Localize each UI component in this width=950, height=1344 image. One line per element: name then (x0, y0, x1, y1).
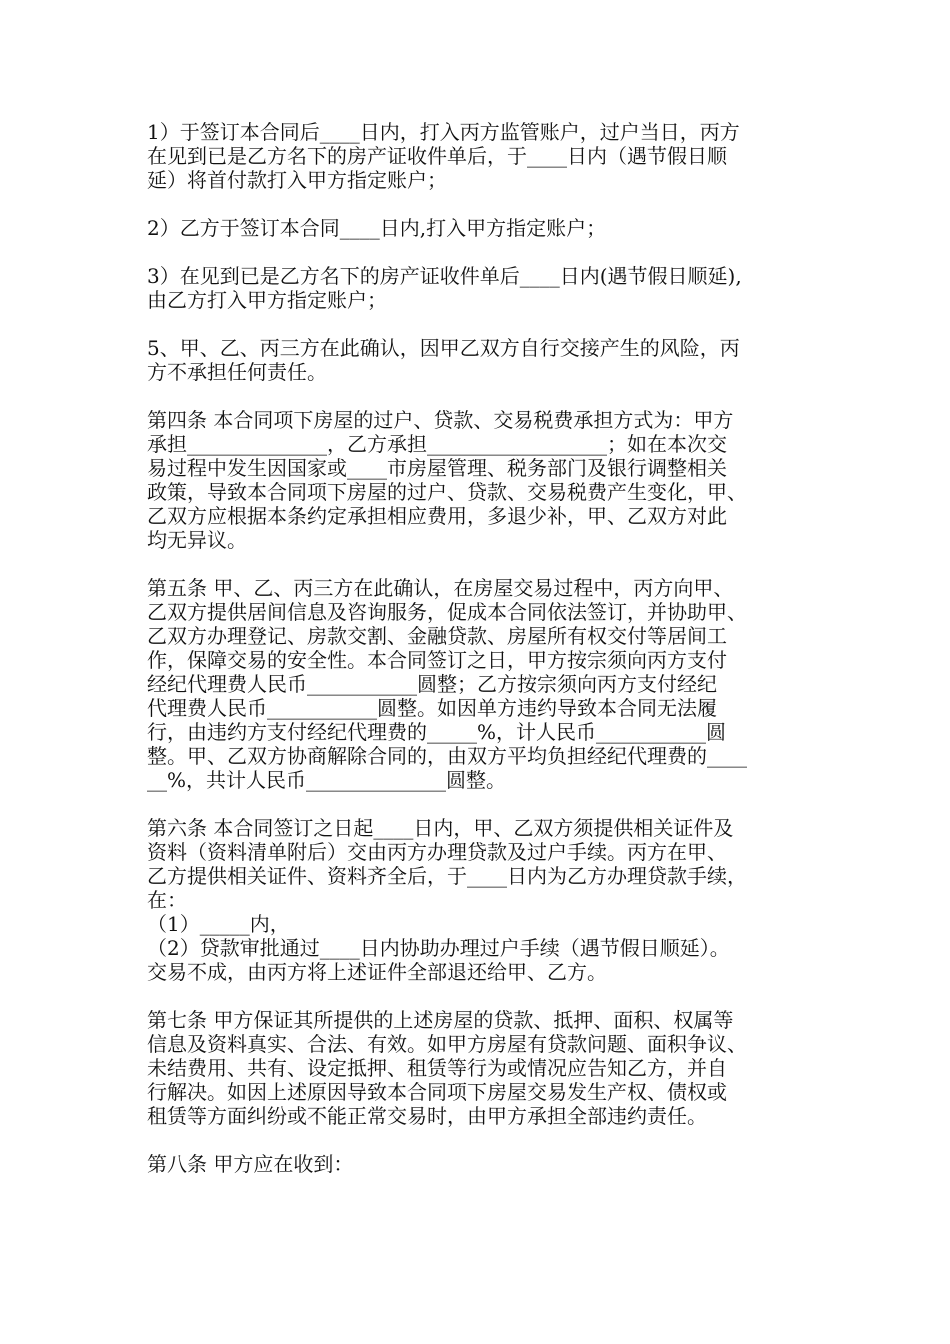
paragraph (147, 408, 817, 552)
text-line: 在见到已是乙方名下的房产证收件单后，于____日内（遇节假日顺 (147, 144, 727, 168)
text-line: 第五条 甲、乙、丙三方在此确认，在房屋交易过程中，丙方向甲、 (147, 576, 734, 600)
text-line: 信息及资料真实、合法、有效。如甲方房屋有贷款问题、面积争议、 (147, 1032, 747, 1056)
text-line: 乙双方提供居间信息及咨询服务，促成本合同依法签订，并协助甲、 (147, 600, 747, 624)
paragraph (147, 1152, 817, 1176)
text-line: 乙双方应根据本条约定承担相应费用，多退少补，甲、乙双方对此 (147, 504, 727, 528)
text-line: 行解决。如因上述原因导致本合同项下房屋交易发生产权、债权或 (147, 1080, 727, 1104)
text-line: 乙方提供相关证件、资料齐全后，于____日内为乙方办理贷款手续， (147, 864, 747, 888)
text-line: 乙双方办理登记、房款交割、金融贷款、房屋所有权交付等居间工 (147, 624, 727, 648)
text-line: 第八条 甲方应在收到： (147, 1152, 354, 1176)
text-line: 作，保障交易的安全性。本合同签订之日，甲方按宗须向丙方支付 (147, 648, 727, 672)
text-line: 5、甲、乙、丙三方在此确认，因甲乙双方自行交接产生的风险，丙 (147, 336, 740, 360)
text-line: 2）乙方于签订本合同____日内,打入甲方指定账户； (147, 216, 607, 240)
text-line: 1）于签订本合同后____日内，打入丙方监管账户，过户当日，丙方 (147, 120, 740, 144)
text-line: 第六条 本合同签订之日起____日内，甲、乙双方须提供相关证件及 (147, 816, 734, 840)
text-line: 政策，导致本合同项下房屋的过户、贷款、交易税费产生变化，甲、 (147, 480, 747, 504)
paragraph (147, 816, 817, 984)
text-line: 交易不成，由丙方将上述证件全部退还给甲、乙方。 (147, 960, 607, 984)
text-line: 延）将首付款打入甲方指定账户； (147, 168, 447, 192)
text-line: 代理费人民币___________圆整。如因单方违约导致本合同无法履 (147, 696, 717, 720)
text-line: __%，共计人民币______________圆整。 (147, 768, 507, 792)
text-line: 易过程中发生因国家或____市房屋管理、税务部门及银行调整相关 (147, 456, 727, 480)
text-line: 第四条 本合同项下房屋的过户、贷款、交易税费承担方式为：甲方 (147, 408, 734, 432)
text-line: 行，由违约方支付经纪代理费的_____%，计人民币___________圆 (147, 720, 727, 744)
text-line: 方不承担任何责任。 (147, 360, 327, 384)
paragraph (147, 264, 817, 312)
paragraph (147, 1008, 817, 1128)
text-line: 在： (147, 888, 187, 912)
paragraph (147, 576, 817, 792)
paragraph (147, 216, 817, 240)
text-line: 承担______________，乙方承担__________________；如在本次交 (147, 432, 727, 456)
document-body (147, 120, 817, 1176)
paragraph (147, 336, 817, 384)
text-line: 资料（资料清单附后）交由丙方办理贷款及过户手续。丙方在甲、 (147, 840, 727, 864)
text-line: （1）_____内， (147, 912, 290, 936)
paragraph (147, 120, 817, 192)
text-line: 整。甲、乙双方协商解除合同的，由双方平均负担经纪代理费的____ (147, 744, 747, 768)
text-line: 由乙方打入甲方指定账户； (147, 288, 387, 312)
text-line: 均无异议。 (147, 528, 247, 552)
text-line: 未结费用、共有、设定抵押、租赁等行为或情况应告知乙方，并自 (147, 1056, 727, 1080)
text-line: 租赁等方面纠纷或不能正常交易时，由甲方承担全部违约责任。 (147, 1104, 707, 1128)
text-line: 经纪代理费人民币___________圆整；乙方按宗须向丙方支付经纪 (147, 672, 717, 696)
text-line: （2）贷款审批通过____日内协助办理过户手续（遇节假日顺延）。 (147, 936, 730, 960)
text-line: 3）在见到已是乙方名下的房产证收件单后____日内(遇节假日顺延), (147, 264, 742, 288)
text-line: 第七条 甲方保证其所提供的上述房屋的贷款、抵押、面积、权属等 (147, 1008, 734, 1032)
